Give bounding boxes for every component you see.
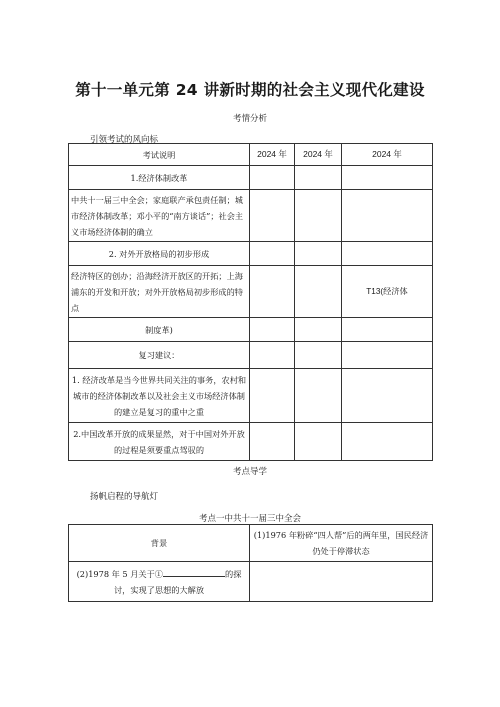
row-review-suggestion: 复习建议：	[69, 342, 250, 369]
background-label: 背景	[69, 525, 250, 562]
header-year-1: 2024 年	[250, 144, 295, 166]
thought-liberation-text-b: 的探讨，实现了思想的大解放	[113, 568, 242, 595]
section-heading-analysis: 考情分析	[232, 114, 267, 124]
row-suggestion-1: 1. 经济改革是当今世界共同关注的事务，农村和城市的经济体制改革以及社会主义市场经济体制的建立是复习的重中之重	[69, 369, 250, 423]
background-text: (1)1976 年粉碎“四人帮”后的两年里，国民经济仍处于停滞状态	[250, 525, 433, 562]
header-year-3: 2024 年	[342, 144, 433, 166]
t13-cell: T13(经济体	[342, 266, 433, 318]
blank-input[interactable]	[163, 567, 225, 577]
row-opening-up: 2. 对外开放格局的初步形成	[69, 242, 250, 266]
point-table	[68, 524, 433, 602]
exam-table	[68, 143, 433, 461]
header-year-2: 2024 年	[295, 144, 342, 166]
row-economic-reform: 1.经济体制改革	[69, 166, 250, 190]
row-suggestion-2: 2.中国改革开放的成果显然，对于中国对外开放的过程是须要重点驾驭的	[69, 423, 250, 461]
thought-liberation-cell	[69, 562, 250, 602]
section-heading-guide: 考点导学	[232, 467, 267, 477]
guide-label: 引领考试的风向标	[90, 135, 159, 145]
point-title: 考点一中共十一届三中全会	[198, 514, 301, 524]
sail-label: 扬帆启程的导航灯	[90, 492, 159, 502]
thought-liberation-text-a: (2)1978 年 5 月关于①	[76, 568, 163, 579]
row-opening-content: 经济特区的创办；沿海经济开放区的开拓；上海浦东的开发和开放；对外开放格局初步形成的特点	[69, 266, 250, 318]
page-title: 第十一单元第 24 讲新时期的社会主义现代化建设	[75, 81, 425, 99]
header-exam-description: 考试说明	[69, 144, 250, 166]
row-system-reform: 制度革)	[69, 318, 250, 342]
row-reform-content: 中共十一届三中全会；家庭联产承包责任制；城市经济体制改革；邓小平的“南方谈话”；社会主义市场经济体制的确立	[69, 190, 250, 242]
